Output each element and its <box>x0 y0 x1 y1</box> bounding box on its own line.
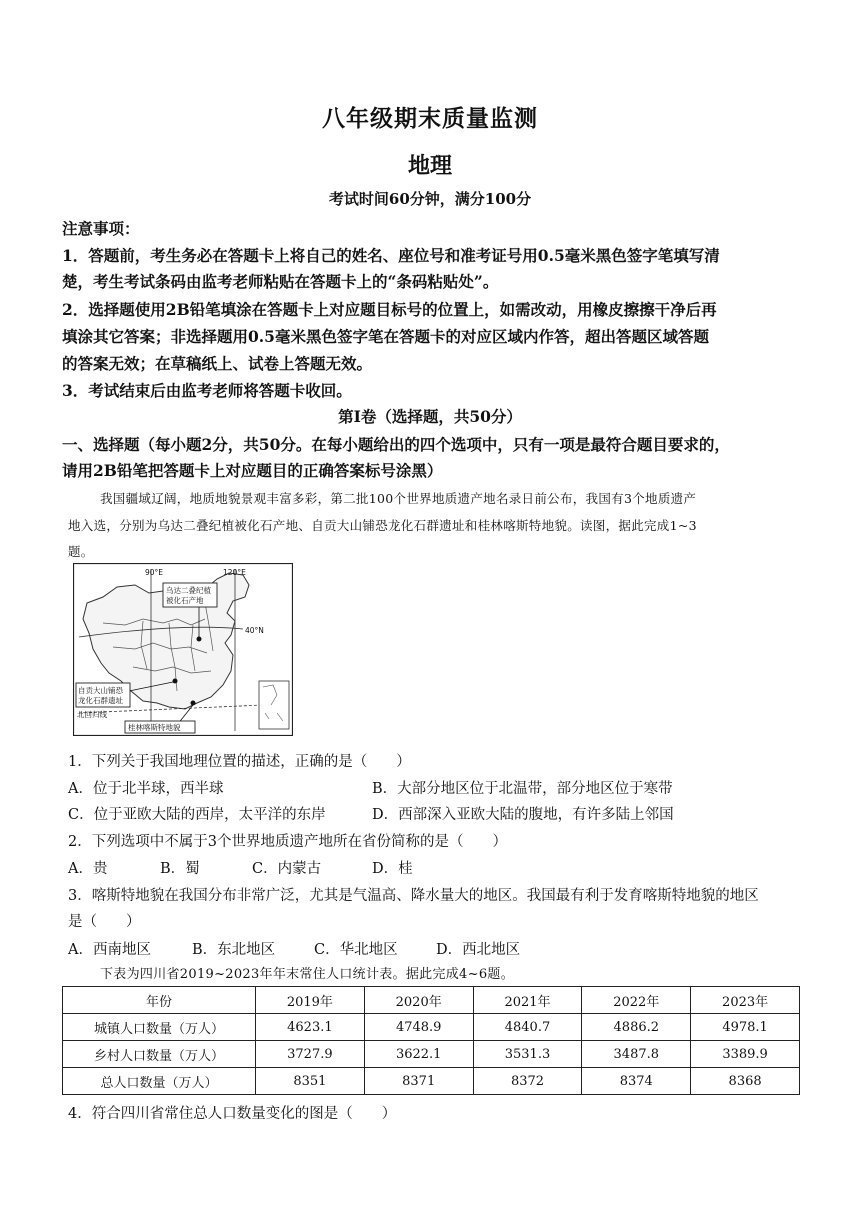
question-2-option[interactable]: B．蜀 <box>160 861 200 877</box>
table-cell: 乡村人口数量（万人） <box>63 1041 256 1068</box>
table-cell: 3727.9 <box>256 1041 365 1068</box>
table-cell: 3531.3 <box>473 1041 582 1068</box>
table-header-cell: 2022年 <box>582 987 691 1014</box>
notice-line: 3．考试结束后由监考老师将答题卡收回。 <box>62 381 352 400</box>
table-row <box>63 1068 800 1095</box>
table-cell: 总人口数量（万人） <box>63 1068 256 1095</box>
question-2-option[interactable]: C．内蒙古 <box>252 861 322 877</box>
question-3-option[interactable]: A．西南地区 <box>68 942 151 958</box>
notice-line: 楚，考生考试条码由监考老师粘贴在答题卡上的“条码粘贴处”。 <box>62 272 499 291</box>
question-3-stem: 是（ ） <box>68 914 141 930</box>
table-cell: 3622.1 <box>364 1041 473 1068</box>
table-cell: 8371 <box>364 1068 473 1095</box>
table-cell: 4623.1 <box>256 1014 365 1041</box>
question-1-option[interactable]: D．西部深入亚欧大陆的腹地，有许多陆上邻国 <box>372 807 674 823</box>
china-map-figure <box>73 563 293 736</box>
question-1-option[interactable]: B．大部分地区位于北温带，部分地区位于寒带 <box>372 781 673 797</box>
question-2-stem: 2．下列选项中不属于3个世界地质遗产地所在省份简称的是（ ） <box>68 834 507 850</box>
label-wuda: 乌达二叠纪植 <box>166 586 211 595</box>
table-cell: 城镇人口数量（万人） <box>63 1014 256 1041</box>
notice-line: 的答案无效；在草稿纸上、试卷上答题无效。 <box>62 354 373 373</box>
section-instruction: 请用2B铅笔把答题卡上对应题目的正确答案标号涂黑） <box>62 461 443 480</box>
question-2-option[interactable]: D．桂 <box>372 861 413 877</box>
lat-label-40: 40°N <box>245 626 264 635</box>
passage-2: 下表为四川省2019~2023年年末常住人口统计表。据此完成4~6题。 <box>100 967 514 982</box>
question-1-option[interactable]: C．位于亚欧大陆的西岸，太平洋的东岸 <box>68 807 326 823</box>
label-zigong: 自贡大山铺恐 <box>78 686 123 695</box>
question-3-stem: 3．喀斯特地貌在我国分布非常广泛，尤其是气温高、降水量大的地区。我国最有利于发育喀斯特地貌的地区 <box>68 888 759 904</box>
question-3-option[interactable]: C．华北地区 <box>314 942 398 958</box>
table-cell: 4978.1 <box>691 1014 800 1041</box>
table-cell: 3487.8 <box>582 1041 691 1068</box>
label-tropic: 北回归线 <box>77 710 107 719</box>
table-cell: 4840.7 <box>473 1014 582 1041</box>
notice-line: 2．选择题使用2B铅笔填涂在答题卡上对应题目标号的位置上，如需改动，用橡皮擦擦干净后再 <box>62 300 717 319</box>
label-wuda: 被化石产地 <box>166 596 204 605</box>
table-row <box>63 1041 800 1068</box>
notice-line: 填涂其它答案；非选择题用0.5毫米黑色签字笔在答题卡的对应区域内作答，超出答题区域答题 <box>62 327 709 346</box>
table-header-cell: 2023年 <box>691 987 800 1014</box>
passage-line: 地入选，分别为乌达二叠纪植被化石产地、自贡大山铺恐龙化石群遗址和桂林喀斯特地貌。读图，据此完成1~3 <box>68 518 697 533</box>
subject-title: 地理 <box>407 153 452 179</box>
lon-label-90: 90°E <box>145 568 164 577</box>
table-cell: 8374 <box>582 1068 691 1095</box>
section-instruction: 一、选择题（每小题2分，共50分。在每小题给出的四个选项中，只有一项是最符合题目要求的， <box>62 435 730 454</box>
table-row <box>63 1014 800 1041</box>
exam-title: 八年级期末质量监测 <box>322 105 538 132</box>
table-cell: 8368 <box>691 1068 800 1095</box>
question-1-option[interactable]: A．位于北半球，西半球 <box>68 781 224 797</box>
exam-info: 考试时间60分钟，满分100分 <box>328 190 532 208</box>
table-header-cell: 2019年 <box>256 987 365 1014</box>
question-3-option[interactable]: D．西北地区 <box>436 942 521 958</box>
question-3-option[interactable]: B．东北地区 <box>192 942 276 958</box>
population-table <box>62 986 800 1095</box>
table-header-cell: 年份 <box>63 987 256 1014</box>
table-cell: 4748.9 <box>364 1014 473 1041</box>
table-header-row <box>63 987 800 1014</box>
notice-line: 1．答题前，考生务必在答题卡上将自己的姓名、座位号和准考证号用0.5毫米黑色签字笔填写清 <box>62 246 720 265</box>
notice-heading: 注意事项： <box>62 219 140 238</box>
question-2-option[interactable]: A．贵 <box>68 861 108 877</box>
lon-label-120: 120°E <box>223 568 246 577</box>
table-header-cell: 2021年 <box>473 987 582 1014</box>
passage-line: 题。 <box>68 544 94 559</box>
table-cell: 8351 <box>256 1068 365 1095</box>
table-cell: 8372 <box>473 1068 582 1095</box>
table-header-cell: 2020年 <box>364 987 473 1014</box>
section-title: 第Ⅰ卷（选择题，共50分） <box>338 407 522 426</box>
passage-line: 我国疆域辽阔，地质地貌景观丰富多彩，第二批100个世界地质遗产地名录日前公布，我国有3个地质遗产 <box>100 491 697 506</box>
label-zigong: 龙化石群遗址 <box>78 696 123 705</box>
label-guilin: 桂林喀斯特地貌 <box>128 723 181 732</box>
table-cell: 3389.9 <box>691 1041 800 1068</box>
question-4-stem: 4．符合四川省常住总人口数量变化的图是（ ） <box>68 1106 397 1122</box>
question-1-stem: 1．下列关于我国地理位置的描述，正确的是（ ） <box>68 754 411 770</box>
table-cell: 4886.2 <box>582 1014 691 1041</box>
